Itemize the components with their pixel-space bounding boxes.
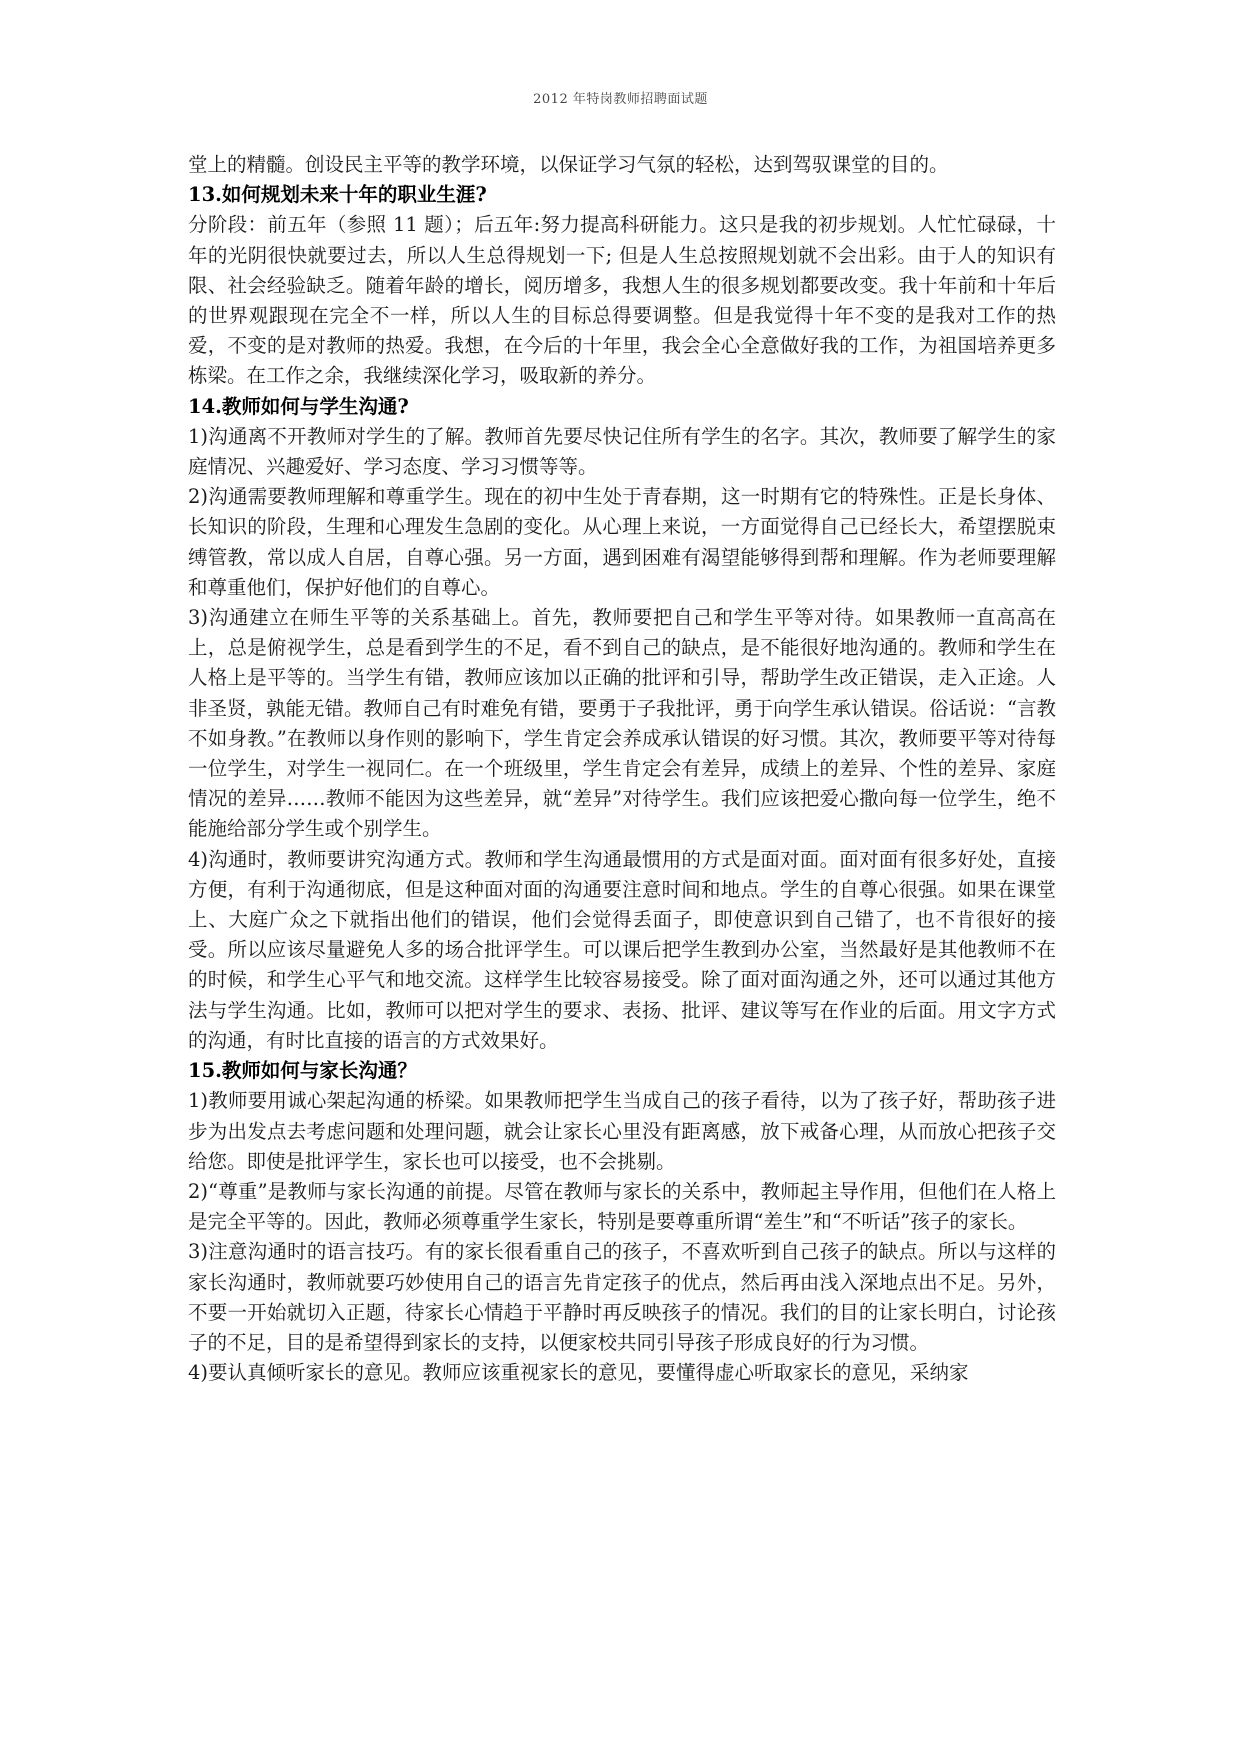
answer-13-paragraph: 分阶段：前五年（参照 11 题）；后五年:努力提高科研能力。这只是我的初步规划。人忙忙碌碌，十年的光阴很快就要过去，所以人生总得规划一下; 但是人生总按照规划就不会出彩。由于人的知识有限、社会经验缺乏。随着年龄的增长，阅历增多，我想人生的很多规划都要改变。我十年前和十年后的世界观跟现在完全不一样，所以人生的目标总得要调整。但是我觉得十年不变的是我对工作的热爱，不变的是对教师的热爱。我想，在今后的十年里，我会全心全意做好我的工作，为祖国培养更多栋梁。在工作之余，我继续深化学习，吸取新的养分。 <box>188 213 1056 388</box>
answer-15-point-1: 1)教师要用诚心架起沟通的桥梁。如果教师把学生当成自己的孩子看待，以为了孩子好，帮助孩子进步为出发点去考虑问题和处理问题，就会让家长心里没有距离感，放下戒备心理，从而放心把孩子交给您。即使是批评学生，家长也可以接受，也不会挑剔。 <box>188 1089 1056 1173</box>
answer-14-point-2: 2)沟通需要教师理解和尊重学生。现在的初中生处于青春期，这一时期有它的特殊性。正是长身体、长知识的阶段，生理和心理发生急剧的变化。从心理上来说，一方面觉得自己已经长大，希望摆脱束缚管教，常以成人自居，自尊心强。另一方面，遇到困难有渴望能够得到帮和理解。作为老师要理解和尊重他们，保护好他们的自尊心。 <box>188 485 1056 599</box>
question-heading-13: 13.如何规划未来十年的职业生涯? <box>188 183 487 207</box>
question-heading-14: 14.教师如何与学生沟通? <box>188 394 409 418</box>
answer-14-point-4: 4)沟通时，教师要讲究沟通方式。教师和学生沟通最惯用的方式是面对面。面对面有很多好处，直接方便，有利于沟通彻底，但是这种面对面的沟通要注意时间和地点。学生的自尊心很强。如果在课堂上、大庭广众之下就指出他们的错误，他们会觉得丢面子，即使意识到自己错了，也不肯很好的接受。所以应该尽量避免人多的场合批评学生。可以课后把学生教到办公室，当然最好是其他教师不在的时候，和学生心平气和地交流。这样学生比较容易接受。除了面对面沟通之外，还可以通过其他方法与学生沟通。比如，教师可以把对学生的要求、表扬、批评、建议等写在作业的后面。用文字方式的沟通，有时比直接的语言的方式效果好。 <box>188 847 1056 1052</box>
answer-14-point-1: 1)沟通离不开教师对学生的了解。教师首先要尽快记住所有学生的名字。其次，教师要了解学生的家庭情况、兴趣爱好、学习态度、学习习惯等等。 <box>188 424 1056 479</box>
answer-15-point-2: 2)“尊重”是教师与家长沟通的前提。尽管在教师与家长的关系中，教师起主导作用，但他们在人格上是完全平等的。因此，教师必须尊重学生家长，特别是要尊重所谓“差生”和“不听话”孩子的家长。 <box>188 1179 1056 1234</box>
answer-15-point-3: 3)注意沟通时的语言技巧。有的家长很看重自己的孩子，不喜欢听到自己孩子的缺点。所以与这样的家长沟通时，教师就要巧妙使用自己的语言先肯定孩子的优点，然后再由浅入深地点出不足。另外，不要一开始就切入正题，待家长心情趋于平静时再反映孩子的情况。我们的目的让家长明白，讨论孩子的不足，目的是希望得到家长的支持，以便家校共同引导孩子形成良好的行为习惯。 <box>188 1240 1056 1354</box>
paragraph-continuation: 堂上的精髓。创设民主平等的教学环境，以保证学习气氛的轻松，达到驾驭课堂的目的。 <box>188 153 949 176</box>
question-heading-15: 15.教师如何与家长沟通？ <box>188 1059 417 1083</box>
page-header: 2012 年特岗教师招聘面试题 <box>533 92 708 107</box>
answer-15-point-4: 4)要认真倾听家长的意见。教师应该重视家长的意见，要懂得虚心听取家长的意见，采纳家 <box>188 1361 969 1385</box>
document-body <box>188 150 1056 1388</box>
answer-14-point-3: 3)沟通建立在师生平等的关系基础上。首先，教师要把自己和学生平等对待。如果教师一直高高在上，总是俯视学生，总是看到学生的不足，看不到自己的缺点，是不能很好地沟通的。教师和学生在人格上是平等的。当学生有错，教师应该加以正确的批评和引导，帮助学生改正错误，走入正途。人非圣贤，孰能无错。教师自己有时难免有错，要勇于子我批评，勇于向学生承认错误。俗话说：“言教不如身教。”在教师以身作则的影响下，学生肯定会养成承认错误的好习惯。其次，教师要平等对待每一位学生，对学生一视同仁。在一个班级里，学生肯定会有差异，成绩上的差异、个性的差异、家庭情况的差异……教师不能因为这些差异，就“差异”对待学生。我们应该把爱心撒向每一位学生，绝不能施给部分学生或个别学生。 <box>188 606 1056 841</box>
